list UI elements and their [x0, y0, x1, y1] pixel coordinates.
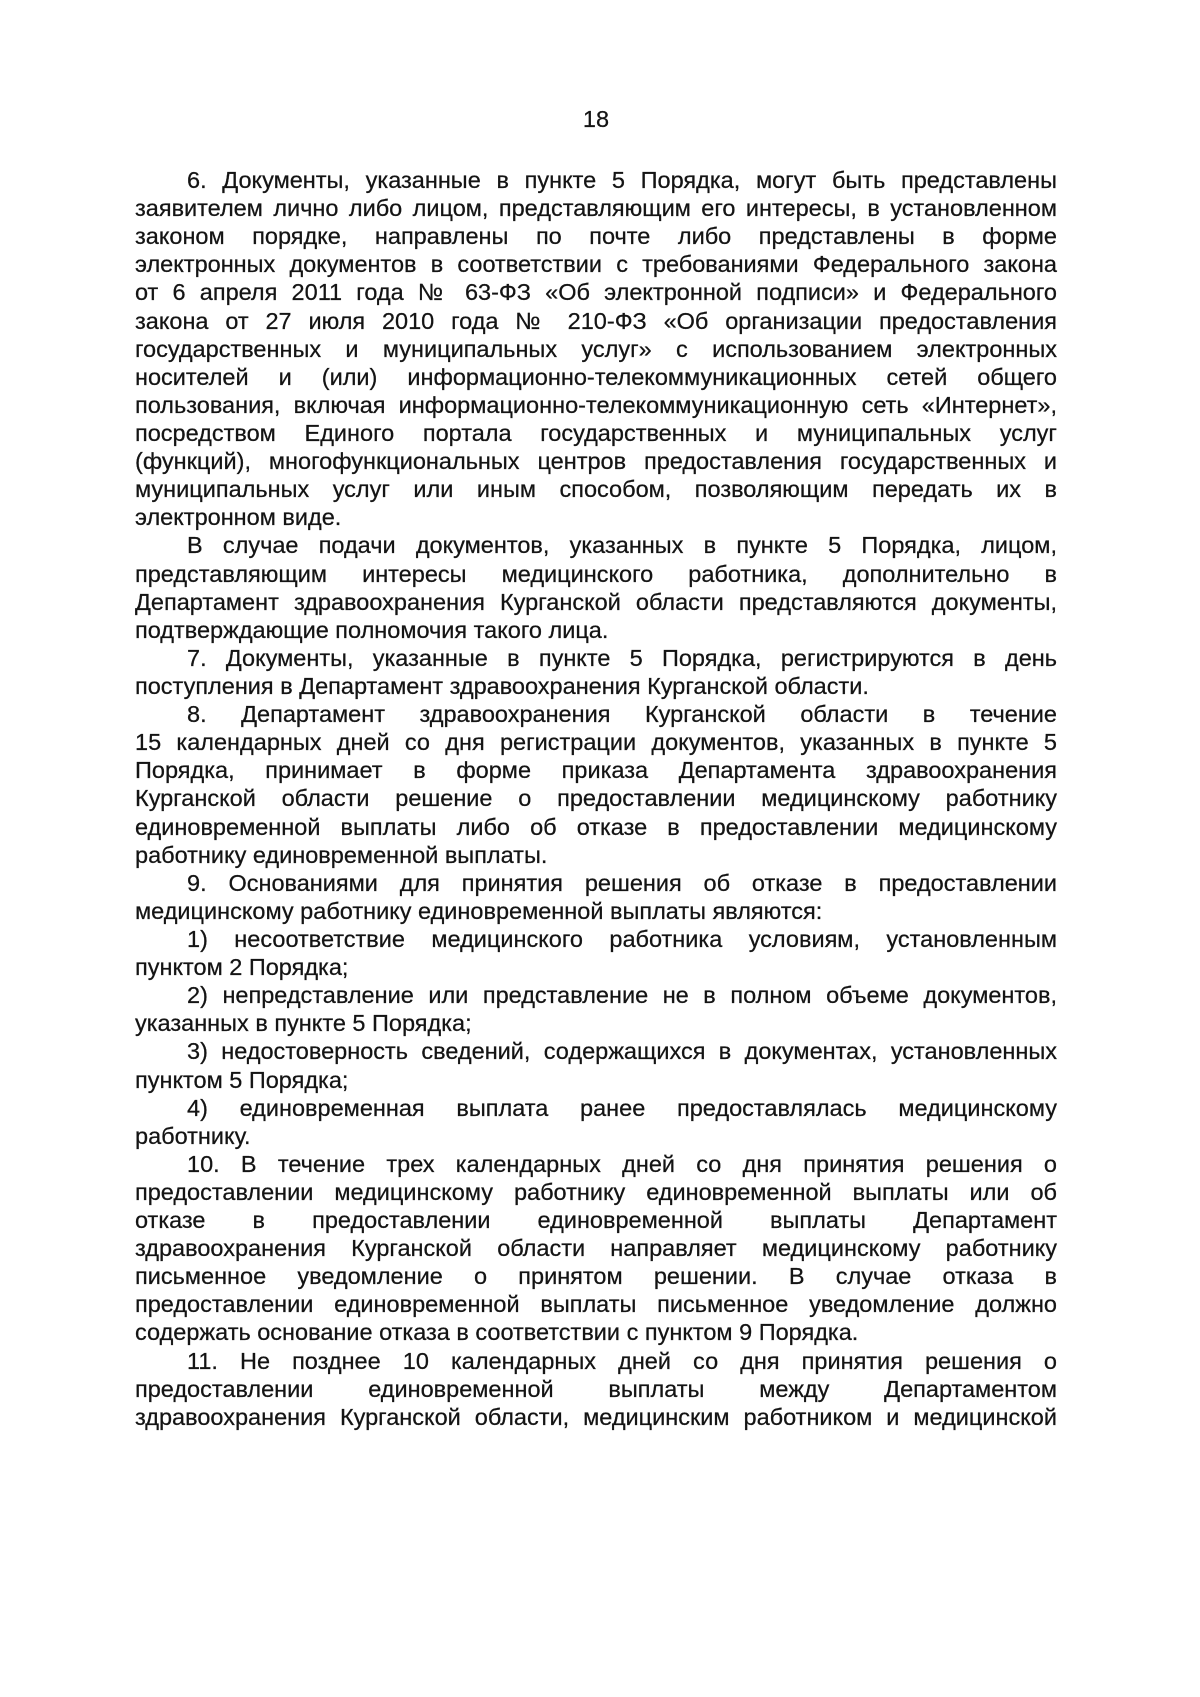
text-line: предоставлении единовременной выплаты между Департаментом — [135, 1375, 1057, 1402]
paragraph-6-continuation — [135, 531, 1057, 643]
text-line: электронных документов в соответствии с требованиями Федерального закона — [135, 251, 1057, 278]
page-number: 18 — [582, 106, 610, 132]
paragraph-11 — [135, 1347, 1057, 1431]
text-line: здравоохранения Курганской области, медицинским работником и медицинской — [135, 1403, 1057, 1430]
list-item-4 — [135, 1094, 1057, 1150]
text-line: пользования, включая информационно-телекоммуникационную сеть «Интернет», — [135, 391, 1057, 418]
text-line: 9. Основаниями для принятия решения об отказе в предоставлении — [187, 869, 1057, 896]
document-body — [135, 166, 1057, 1431]
text-line: работнику единовременной выплаты. — [135, 841, 548, 868]
text-line: законом порядке, направлены по почте либо представлены в форме — [135, 223, 1057, 250]
text-line: государственных и муниципальных услуг» с использованием электронных — [135, 335, 1057, 362]
text-line: представляющим интересы медицинского работника, дополнительно в — [135, 560, 1057, 587]
text-line: носителей и (или) информационно-телекоммуникационных сетей общего — [135, 363, 1057, 390]
paragraph-6 — [135, 166, 1057, 531]
text-line: подтверждающие полномочия такого лица. — [135, 616, 609, 643]
text-line: 3) недостоверность сведений, содержащихся в документах, установленных — [187, 1038, 1057, 1065]
text-line: 15 календарных дней со дня регистрации документов, указанных в пункте 5 — [135, 729, 1057, 756]
text-line: пунктом 5 Порядка; — [135, 1066, 349, 1093]
text-line: (функций), многофункциональных центров предоставления государственных и — [135, 448, 1057, 475]
text-line: 11. Не позднее 10 календарных дней со дня принятия решения о — [187, 1347, 1057, 1374]
text-line: 10. В течение трех календарных дней со дня принятия решения о — [187, 1150, 1057, 1177]
text-line: 2) непредставление или представление не в полном объеме документов, — [187, 982, 1057, 1009]
paragraph-10 — [135, 1150, 1057, 1347]
list-item-2 — [135, 981, 1057, 1037]
text-line: Курганской области решение о предоставлении медицинскому работнику — [135, 785, 1057, 812]
text-line: 1) несоответствие медицинского работника условиям, установленным — [187, 925, 1057, 952]
text-line: поступления в Департамент здравоохранения Курганской области. — [135, 672, 869, 699]
text-line: Департамент здравоохранения Курганской области представляются документы, — [135, 588, 1057, 615]
paragraph-7 — [135, 644, 1057, 700]
text-line: 7. Документы, указанные в пункте 5 Порядка, регистрируются в день — [187, 644, 1057, 671]
text-line: 8. Департамент здравоохранения Курганской области в течение — [187, 701, 1057, 728]
text-line: заявителем лично либо лицом, представляющим его интересы, в установленном — [135, 195, 1057, 222]
list-item-3 — [135, 1037, 1057, 1093]
text-line: медицинскому работнику единовременной выплаты являются: — [135, 897, 823, 924]
text-line: отказе в предоставлении единовременной выплаты Департамент — [135, 1207, 1057, 1234]
text-line: муниципальных услуг или иным способом, позволяющим передать их в — [135, 476, 1057, 503]
list-item-1 — [135, 925, 1057, 981]
text-line: содержать основание отказа в соответствии с пунктом 9 Порядка. — [135, 1319, 859, 1346]
text-line: от 6 апреля 2011 года № 63-ФЗ «Об электронной подписи» и Федерального — [135, 279, 1057, 306]
text-line: указанных в пункте 5 Порядка; — [135, 1010, 472, 1037]
text-line: посредством Единого портала государственных и муниципальных услуг — [135, 419, 1057, 446]
text-line: закона от 27 июля 2010 года № 210-ФЗ «Об организации предоставления — [135, 307, 1057, 334]
text-line: работнику. — [135, 1122, 251, 1149]
text-line: электронном виде. — [135, 504, 342, 531]
paragraph-8 — [135, 700, 1057, 869]
text-line: пунктом 2 Порядка; — [135, 954, 349, 981]
text-line: В случае подачи документов, указанных в пункте 5 Порядка, лицом, — [187, 532, 1057, 559]
text-line: 4) единовременная выплата ранее предоставлялась медицинскому — [187, 1094, 1057, 1121]
text-line: предоставлении единовременной выплаты письменное уведомление должно — [135, 1291, 1057, 1318]
text-line: письменное уведомление о принятом решении. В случае отказа в — [135, 1263, 1057, 1290]
text-line: предоставлении медицинскому работнику единовременной выплаты или об — [135, 1178, 1057, 1205]
text-line: 6. Документы, указанные в пункте 5 Порядка, могут быть представлены — [187, 167, 1057, 193]
paragraph-9 — [135, 869, 1057, 925]
text-line: здравоохранения Курганской области направляет медицинскому работнику — [135, 1235, 1057, 1262]
text-line: единовременной выплаты либо об отказе в предоставлении медицинскому — [135, 813, 1057, 840]
text-line: Порядка, принимает в форме приказа Департамента здравоохранения — [135, 757, 1057, 784]
